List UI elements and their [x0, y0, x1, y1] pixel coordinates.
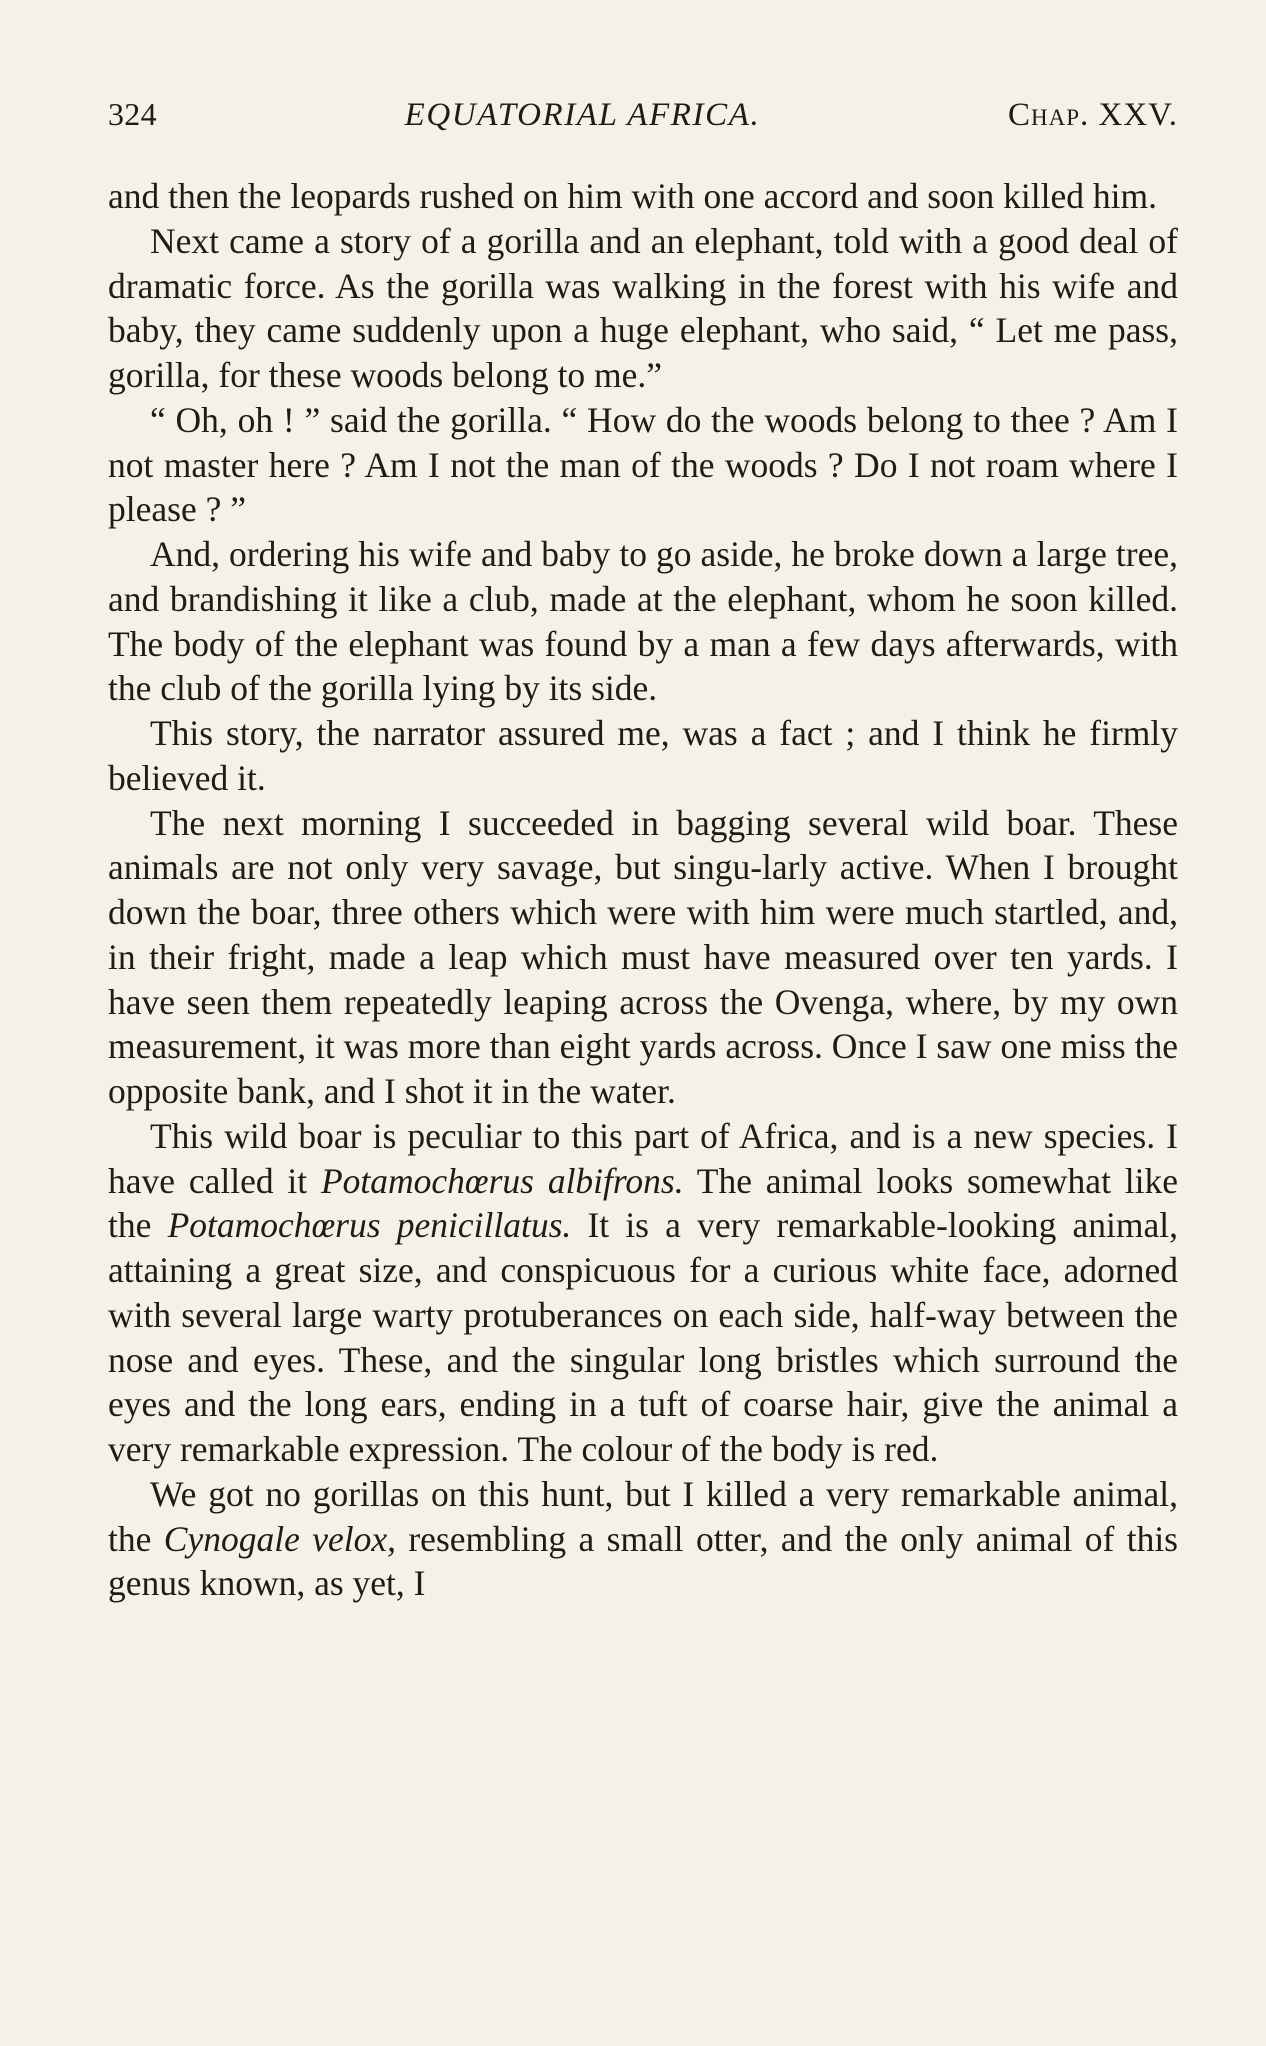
page-number: 324 [108, 96, 157, 132]
paragraph-narrator-belief: This story, the narrator assured me, was a fact ; and I think he firmly believed it. [108, 713, 1178, 798]
running-head [108, 96, 1178, 154]
species-name-penicillatus: Potamochœrus penicillatus. [167, 1205, 572, 1246]
paragraph-cynogale: We got no gorillas on this hunt, but I killed a very remarkable animal, the Cynogale velox, resembling a small otter, and the only animal of this genus known, as yet, I [108, 1473, 1178, 1604]
species-name-cynogale: Cynogale velox, [163, 1518, 396, 1559]
paragraph-continuation: and then the leopards rushed on him with one accord and soon killed him. [108, 176, 1157, 216]
running-title: EQUATORIAL AFRICA. [404, 97, 761, 133]
book-page [108, 96, 1178, 1606]
chapter-reference: Chap. XXV. [1007, 97, 1178, 133]
paragraph-gorilla-reply: “ Oh, oh ! ” said the gorilla. “ How do the woods belong to thee ? Am I not master here ? Am I not the man of the woods ? Do I not roam where I please ? ” [108, 399, 1178, 530]
species-name-albifrons: Potamochœrus albifrons. [320, 1160, 684, 1201]
paragraph-wild-boar-hunt: The next morning I succeeded in bagging several wild boar. These animals are not only very savage, but singu-larly active. When I brought down the boar, three others which were with him were much startled, and, in their fright, made a leap which must have measured over ten yards. I have seen them repeatedly leaping across the Ovenga, where, by my own measurement, it was more than eight yards across. Once I saw one miss the opposite bank, and I shot it in the water. [108, 802, 1178, 1111]
paragraph-gorilla-elephant-story: Next came a story of a gorilla and an elephant, told with a good deal of dramatic force. As the gorilla was walking in the forest with his wife and baby, they came suddenly upon a huge elephant, who said, “ Let me pass, gorilla, for these woods belong to me.” [108, 220, 1178, 395]
paragraph-elephant-killed: And, ordering his wife and baby to go aside, he broke down a large tree, and brandishing it like a club, made at the elephant, whom he soon killed. The body of the elephant was found by a man a few days afterwards, with the club of the gorilla lying by its side. [108, 534, 1178, 709]
paragraph-boar-species: This wild boar is peculiar to this part of Africa, and is a new species. I have called it Potamochœrus albifrons. The animal looks somewhat like the Potamochœrus penicillatus. It is a very remarkable-looking animal, attaining a great size, and conspicuous for a curious white face, adorned with several large warty protuberances on each side, half-way between the nose and eyes. These, and the singular long bristles which surround the eyes and the long ears, ending in a tuft of coarse hair, give the animal a very remarkable expression. The colour of the body is red. [108, 1115, 1178, 1469]
body-text [108, 174, 1178, 1606]
